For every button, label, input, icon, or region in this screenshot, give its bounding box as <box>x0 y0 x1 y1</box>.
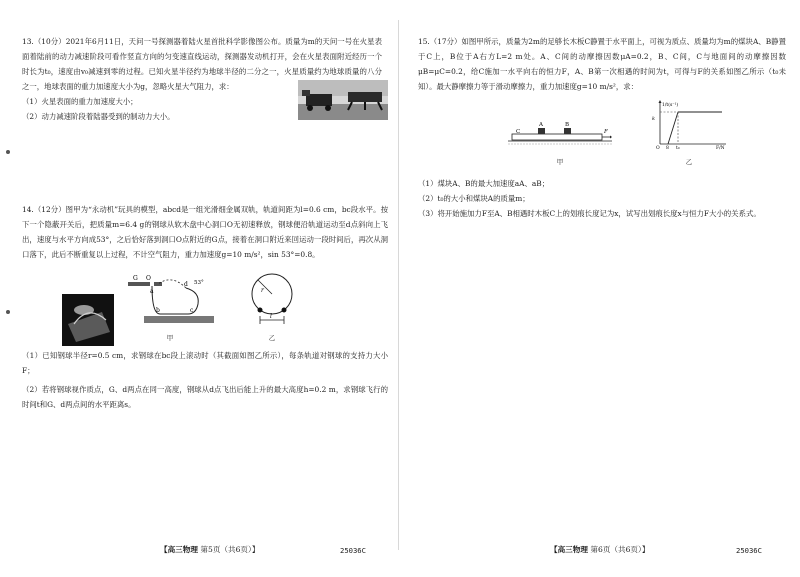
footer-page-number: 第6页（共6页）】 <box>590 545 650 554</box>
figure-yi-caption: 乙 <box>685 158 693 166</box>
figure-yi-graph <box>646 98 732 150</box>
question-15 <box>418 34 786 221</box>
label-b: b <box>156 307 160 314</box>
question-14 <box>22 202 388 412</box>
tick-eight: 8 <box>666 146 669 150</box>
label-d: d <box>184 281 188 288</box>
figure-yi-caption: 乙 <box>268 334 276 342</box>
label-C: C <box>516 129 521 135</box>
footer-page-number: 第5页（共6页）】 <box>200 545 260 554</box>
label-F: F <box>604 129 608 135</box>
page-6-exam-code: 25036C <box>736 546 762 555</box>
question-15-stem: 15.（17分）如图甲所示，质量为2m的足够长木板C静置于水平面上，可视为质点、质量均为m的煤块A、B静置于C上，B位于A右方L=2 m处。A、C间的动摩擦因数μA=0.2，B、C间，C与地面间的动摩擦因数μB=μC=0.2，给C施加一水平向右的恒力F，A、B第一次相遇的时间为t，可得与F的关系如图乙所示（t₀未知）。最大静摩擦力等于滑动摩擦力，重力加速度g=10 m/s²，求： <box>418 37 786 91</box>
x-axis-label: F/N <box>716 146 725 150</box>
label-A: A <box>539 122 543 128</box>
figure-jia-track-diagram <box>124 274 216 326</box>
question-14-part-1: （1）已知钢球半径r=0.5 cm，求钢球在bc段上滚动时（其截面如图乙所示），每条轨道对钢球的支持力大小F； <box>22 351 388 375</box>
page-5-exam-code: 25036C <box>340 546 366 555</box>
perpetual-motion-toy-photo <box>62 294 114 346</box>
question-13 <box>22 34 388 124</box>
figure-jia-caption: 甲 <box>556 158 564 166</box>
question-13-part-2: （2）动力减速阶段着陆器受到的制动力大小。 <box>22 112 175 121</box>
page-6-footer <box>550 544 649 555</box>
label-l: l <box>270 313 272 320</box>
question-15-part-1: （1）煤块A、B的最大加速度aA、aB； <box>418 179 550 188</box>
label-r: r <box>261 287 264 294</box>
binding-hole <box>6 150 10 154</box>
page-5-footer <box>160 544 259 555</box>
question-14-figures <box>62 270 388 346</box>
binding-hole <box>6 310 10 314</box>
question-15-part-3: （3）将开始施加力F至A、B相遇时木板C上的划痕长度记为x，试写出划痕长度x与恒力F大小的关系式。 <box>418 209 761 218</box>
question-14-stem: 14.（12分）图甲为“永动机”玩具的模型，abcd是一组光滑细金属双轨，轨道间距为l=0.6 cm，bc段水平。按下一个隐蔽开关后，把质量m=6.4 g的钢球从软木盘中心洞口O无初速释放，钢球便沿轨道运动至d点斜向上飞出，速度与水平方向成53°，之后恰好落到洞口O点附近的G点，接着在洞口附近来回运动一段时间后，再次从洞口落下，此后不断重复以上过程，不计空气阻力，重力加速度g=10 m/s²，sin 53°=0.8。 <box>22 205 388 259</box>
k-label: k <box>652 116 656 122</box>
figure-jia-board-blocks <box>508 120 612 150</box>
label-B: B <box>565 122 570 128</box>
mars-rover-photo <box>298 80 388 120</box>
label-a: a <box>150 288 154 295</box>
y-axis-label: 1/t(s⁻¹) <box>662 103 679 108</box>
footer-subject: 【高三物理 <box>160 545 198 554</box>
label-angle: 53° <box>194 280 204 286</box>
tick-t0: t₀ <box>676 146 680 150</box>
question-13-stem: 13.（10分）2021年6月11日，天问一号探测器着陆火星首批科学影像图公布。质量为m的天问一号在火星表面着陆前的动力减速阶段可看作竖直方向的匀变速直线运动，探测器发动机打开，会在火星表面附近经历一个时长为t₀，速度由v₀减速到零的过程。已知火星半径约为地球半径的二分之一，火星质量约为地球质量的八分之一，地球表面的重力加速度大小为g，忽略火星大气阻力，求： <box>22 37 382 91</box>
question-15-part-2: （2）t₀的大小和煤块A的质量m； <box>418 194 530 203</box>
origin-label: O <box>656 146 660 150</box>
label-c: c <box>190 307 194 314</box>
footer-subject: 【高三物理 <box>550 545 588 554</box>
exam-page-6 <box>400 0 800 577</box>
figure-yi-cross-section <box>244 270 300 326</box>
label-O: O <box>146 275 151 282</box>
question-15-figures <box>508 98 786 170</box>
figure-jia-caption: 甲 <box>166 334 174 342</box>
question-14-part-2: （2）若将钢球视作质点，G、d两点在同一高度，钢球从d点飞出后能上升的最大高度h=0.2 m，求钢球飞行的时间t和G、d两点间的水平距离s。 <box>22 385 388 409</box>
label-G: G <box>133 275 138 282</box>
question-13-part-1: （1）火星表面的重力加速度大小； <box>22 97 138 106</box>
